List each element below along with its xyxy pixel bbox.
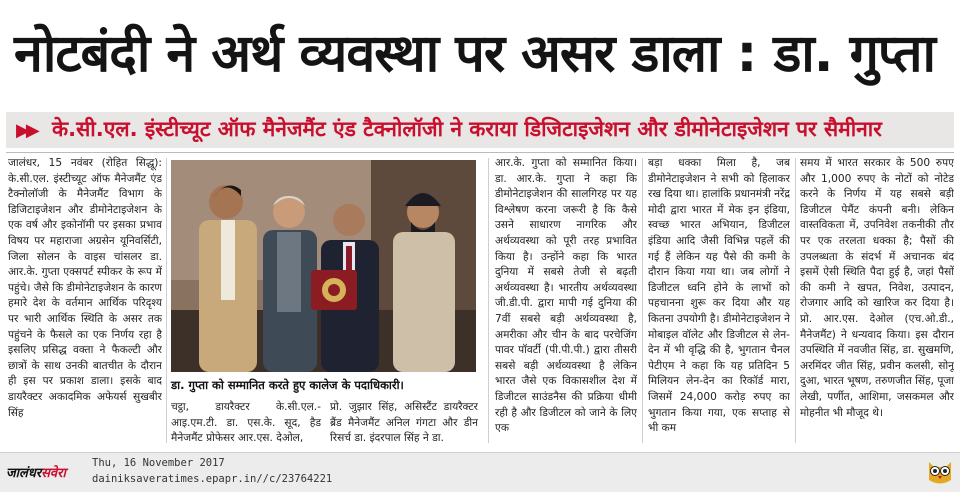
article-column-3 (495, 156, 637, 444)
column-divider (642, 158, 643, 443)
logo-part-2: सवेरा (41, 466, 66, 481)
double-arrow-icon: ▶▶ (16, 120, 36, 141)
article-column-4 (648, 156, 790, 444)
column-divider (166, 158, 167, 443)
column-divider (488, 158, 489, 443)
photo-illustration (171, 160, 476, 372)
below-photo-text-1 (171, 400, 321, 448)
column-text: समय में भारत सरकार के 500 रुपए और 1,000 रुपए के नोटों को नोटेड करने के निर्णय में यह सबसे बड़ी डिजीटल पेमैंट कंपनी बनी। लेकिन वास्तविकता में, उपनिवेश तकनीकी तौर पर एक तरलता धक्का है; पैसों की उपलब्धता के संदर्भ में अचानक बंद इसमें ऐसी स्थिति पैदा हुई है, जहां पैसों की कमी ने खपत, निवेश, उत्पादन, रोजगार आदि को खारिज कर दिया है। प्रो. आर.एस. देओल (एच.ओ.डी., मैनेजमैंट) ने धन्यवाद किया। इस दौरान उपस्थिति में नवजीत सिंह, डा. सुखमणि, अरमिंदर जीत सिंह, प्रवीन कलसी, सोनू दुआ, भारत भूषण, तरुणजीत सिंह, पूजा लेखी, पर्णीत, आशिमा, जसकमल और मोहनीत भी मौजूद थे। (800, 157, 954, 419)
article-column-5 (800, 156, 954, 444)
photo-caption: डा. गुप्ता को सम्मानित करते हुए कालेज के पदाधिकारी। (171, 378, 404, 392)
column-divider (795, 158, 796, 443)
subheadline: के.सी.एल. इंस्टीच्यूट ऑफ मैनेजमैंट एंड टैक्नोलॉजी ने कराया डिजिटाइजेशन और डीमोनेटाइजेशन पर सैमीनार (52, 117, 882, 141)
column-text: चट्ठा, डायरैक्टर के.सी.एल.-आइ.एम.टी. डा. एस.के. सूद, हैड मैनेजमैंट प्रोफेसर आर.एस. देओल, (171, 401, 321, 445)
clip-url[interactable]: dainiksaveratimes.epapr.in//c/23764221 (92, 473, 333, 485)
column-text: प्रो. जुझार सिंह, असिस्टैंट डायरैक्टर ब्रैंड मैनेजमैंट अनिल गंगटा और डीन रिसर्च डा. इंदरपाल सिंह ने डा. (330, 401, 478, 445)
logo-part-1: जालंधर (6, 466, 42, 481)
divider (6, 152, 954, 153)
headline-block (0, 0, 960, 108)
headline: नोटबंदी ने अर्थ व्यवस्था पर असर डाला : डा. गुप्ता (14, 24, 935, 84)
article-column-1 (8, 156, 162, 444)
column-text: आर.के. गुप्ता को सम्मानित किया। डा. आर.के. गुप्ता ने कहा कि डीमोनेटाइजेशन की सालगिरह पर यह विश्लेषण करना जरूरी है कि कैसे उसने साधारण नागरिक और अर्थव्यवस्था को पूरी तरह प्रभावित किया है। उन्होंने कहा कि भारत दुनिया में सबसे तेजी से बढ़ती अर्थव्यवस्था है। भारतीय अर्थव्यवस्था जी.डी.पी. द्वारा मापी गई दुनिया की 7वीं सबसे बड़ी अर्थव्यवस्था है, अमरीका और चीन के बाद परचेजिंग पावर पॉवर्टी (पी.पी.पी.) द्वारा तीसरी सबसे बड़ी अर्थव्यवस्था है लेकिन भारत जैसे एक विकासशील देश में डिजीटल साउंडनैस की प्रक्रिया धीमी रही है और डिजीटल को जाने के लिए एक (495, 157, 637, 435)
column-text: बड़ा धक्का मिला है, जब डीमोनेटाइजेशन ने सभी को हिलाकर रख दिया था। हालांकि प्रधानमंत्री नरेंद्र मोदी द्वारा भारत में मेक इन इंडिया, स्वच्छ भारत अभियान, डिजीटल इंडिया आदि जैसी विभिन्न पहलें की गई हैं लेकिन यह पैसे की कमी के दौरान किया गया था। जब लोगों ने डिजीटल ध्वनि होने के लाभों को पहचानना शुरू कर दिया और यह कितना उपयोगी है। डीमोनेटाइजेशन ने मोबाइल वॉलेट और डिजीटल से लेन-देन में भी वृद्धि की है, भुगतान चैनल पेटीएम ने कहा कि यह प्रतिदिन 5 मिलियन लेन-देन का रिकॉर्ड मारा, जिसमें 24,000 करोड़ रुपए का भुगतान किया गया, एक सप्ताह से भी कम (648, 157, 790, 435)
article-photo (171, 160, 476, 372)
column-text: जालंधर, 15 नवंबर (रोहित सिद्धू): के.सी.एल. इंस्टीच्यूट ऑफ मैनेजमैंट एंड टैक्नोलॉजी के मैनेजमैंट विभाग के डिजिटाइजेशन और डीमोनेटाइजेशन के एक वर्ष और इकोनॉमी पर इसका प्रभाव विषय पर महाराजा अग्रसेन यूनिवर्सिटी, जिला सोलन के वाइस चांसलर डा. आर.के. गुप्ता एक्सपर्ट स्पीकर के रूप में पहुंचे। जैसे कि डीमोनेटाइजेशन के कारण हमारे देश के वर्तमान आर्थिक परिदृश्य पर भारी आर्थिक स्थिति के असर तक पहुंचने के फैसले का एक निर्णय रहा है इसलिए प्रसिद्ध वक्ता ने फैकल्टी और छात्रों के साथ उनकी बातचीत के दौरान ही इस पर प्रकाश डाला। इसके बाद डायरैक्टर अकादमिक अफेयर्स सुखबीर सिंह (8, 157, 162, 419)
edition-date: Thu, 16 November 2017 (92, 457, 225, 469)
subheadline-band (6, 112, 954, 148)
owl-icon[interactable] (926, 456, 954, 486)
newspaper-logo[interactable] (6, 463, 66, 481)
below-photo-text-2 (330, 400, 478, 448)
epaper-footer (0, 452, 960, 492)
